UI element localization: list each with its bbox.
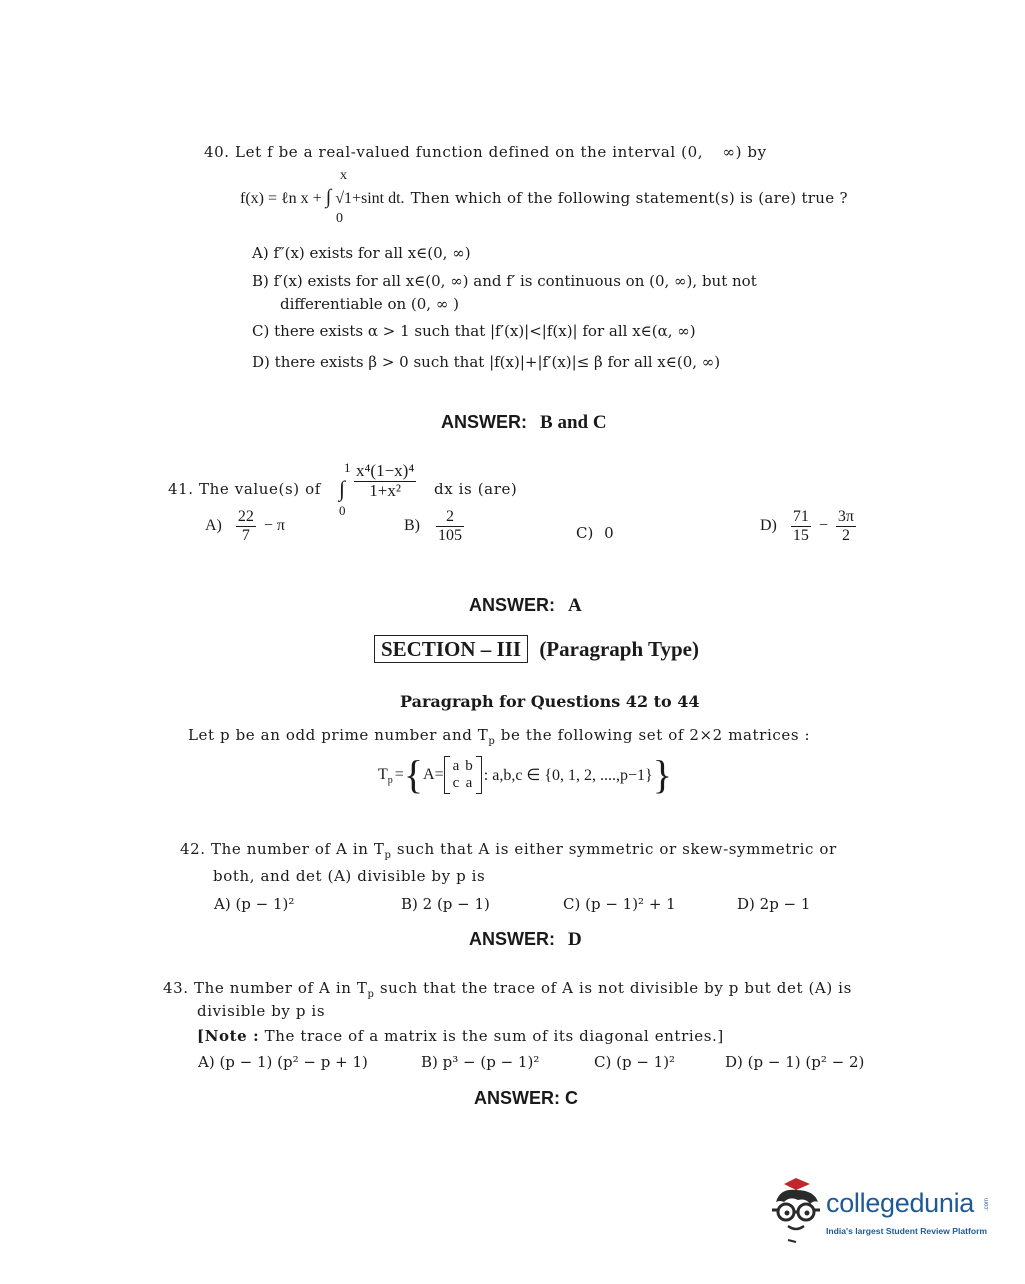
q40-option-d <box>252 353 720 371</box>
q40-answer-label: ANSWER: <box>441 412 527 432</box>
q41-option-a-tail: − π <box>263 517 285 535</box>
q41-option-d-den1: 15 <box>792 526 809 544</box>
q40-integrand: √1+sint dt. <box>335 190 405 207</box>
q41-option-a-label: A) <box>205 517 222 535</box>
q41-option-b-den: 105 <box>438 526 462 544</box>
q41-tail: dx is (are) <box>434 480 518 498</box>
q41-integrand <box>354 462 416 500</box>
q40-option-b <box>252 272 757 290</box>
q42-number: 42. <box>180 840 206 858</box>
q43-number: 43. <box>163 979 189 997</box>
q40-number: 40. <box>204 143 230 161</box>
q41-option-a-den: 7 <box>241 526 250 544</box>
q40-option-d-text: there exists β > 0 such that |f(x)|+|f′(x)|≤ β for all x∈(0, ∞) <box>274 353 721 371</box>
q41-answer <box>469 595 582 617</box>
logo-wordmark <box>826 1188 974 1219</box>
q40-stem1: Let f be a real-valued function defined on the interval (0, <box>235 143 704 161</box>
q43-line2: divisible by p is <box>197 1002 326 1020</box>
q43-line1-sub: p <box>367 989 375 1000</box>
paragraph-heading: Paragraph for Questions 42 to 44 <box>400 692 700 711</box>
collegedunia-logo <box>766 1178 996 1248</box>
q43-line1 <box>163 979 852 1000</box>
q41-option-d <box>760 508 856 544</box>
logo-name: collegedunia <box>826 1188 975 1218</box>
q43-line1a: The number of A in T <box>194 979 368 997</box>
paragraph-intro-end: be the following set of 2×2 matrices : <box>495 726 811 744</box>
q40-option-a-text: f″(x) exists for all x∈(0, ∞) <box>273 244 471 262</box>
q41-stem-text: The value(s) of <box>199 480 321 498</box>
q42-option-d: D) 2p − 1 <box>737 895 811 913</box>
section-title: (Paragraph Type) <box>539 637 699 661</box>
q42-option-b: B) 2 (p − 1) <box>401 895 490 913</box>
q42-option-a: A) (p − 1)² <box>214 895 295 913</box>
q41-answer-value: A <box>568 595 582 616</box>
q41-number: 41. <box>168 480 194 498</box>
q43-note <box>197 1027 724 1045</box>
q40-option-c-text: there exists α > 1 such that |f′(x)|<|f(x)| for all x∈(α, ∞) <box>274 322 696 340</box>
q41-option-b <box>404 508 464 544</box>
q40-option-a <box>252 244 471 262</box>
q41-option-c-label: C) <box>576 524 594 542</box>
set-T-sub: p <box>387 774 393 786</box>
q40-answer-value: B and C <box>540 412 607 433</box>
q41-stem <box>168 480 321 498</box>
matrix-a21: c <box>452 775 460 791</box>
q40-option-b-label: B) <box>252 272 269 290</box>
q40-option-c-label: C) <box>252 322 270 340</box>
q41-answer-label: ANSWER: <box>469 595 555 615</box>
q42-answer <box>469 929 582 951</box>
q40-lower-limit: 0 <box>336 211 343 226</box>
section-box: SECTION – III <box>374 635 528 663</box>
q41-option-a-num: 22 <box>237 508 254 525</box>
q40-infinity: ∞ <box>722 143 736 161</box>
q40-upper-limit: x <box>340 168 347 183</box>
q41-option-c <box>576 524 614 542</box>
section-heading <box>374 637 699 662</box>
q40-stem2: Then which of the following statement(s) is (are) true ? <box>410 189 848 207</box>
q43-note-rest: The trace of a matrix is the sum of its diagonal entries.] <box>259 1027 724 1045</box>
set-A-eq: A= <box>423 766 444 783</box>
q43-option-c: C) (p − 1)² <box>594 1053 676 1071</box>
q42-line1 <box>180 840 837 861</box>
q40-option-b-cont: differentiable on (0, ∞ ) <box>280 295 459 313</box>
integral-sign-icon: ∫ <box>325 186 332 208</box>
q40-option-b-text: f′(x) exists for all x∈(0, ∞) and f′ is continuous on (0, ∞), but not <box>273 272 757 290</box>
q43-note-bold: [Note : <box>197 1027 260 1045</box>
q42-answer-label: ANSWER: <box>469 929 555 949</box>
logo-suffix: .com <box>984 1198 990 1212</box>
paragraph-intro <box>188 726 810 747</box>
q40-option-a-label: A) <box>252 244 269 262</box>
q40-formula <box>240 186 848 209</box>
q41-option-d-num1: 71 <box>792 508 809 525</box>
q40-stem1-end: ) by <box>735 143 767 161</box>
q41-upper-limit: 1 <box>344 460 351 475</box>
q41-option-c-text: 0 <box>604 524 614 542</box>
matrix <box>444 756 482 794</box>
right-brace-icon: } <box>652 752 672 797</box>
paragraph-intro-text: Let p be an odd prime number and T <box>188 726 489 744</box>
paragraph-intro-sub: p <box>488 736 496 747</box>
q41-denominator: 1+x² <box>369 480 401 500</box>
q43-answer: ANSWER: C <box>474 1088 578 1108</box>
q43-option-d: D) (p − 1) (p² − 2) <box>725 1053 865 1071</box>
q41-option-d-num2: 3π <box>837 508 854 525</box>
set-T: T <box>378 766 388 783</box>
matrix-a11: a <box>452 758 460 774</box>
q40-answer <box>441 412 607 434</box>
q41-option-d-label: D) <box>760 517 777 535</box>
q43-line1b: such that the trace of A is not divisible by p but det (A) is <box>374 979 852 997</box>
left-brace-icon: { <box>403 752 424 797</box>
q43-option-a: A) (p − 1) (p² − p + 1) <box>198 1053 368 1071</box>
q42-line1-sub: p <box>384 850 392 861</box>
set-definition <box>378 752 672 797</box>
q41-option-b-label: B) <box>404 517 420 535</box>
q40-option-d-label: D) <box>252 353 270 371</box>
q41-lower-limit: 0 <box>339 503 346 518</box>
set-eq: = <box>394 766 404 783</box>
q41-option-b-num: 2 <box>436 508 464 527</box>
q42-answer-value: D <box>568 929 582 950</box>
q42-line1b: such that A is either symmetric or skew-symmetric or <box>391 840 837 858</box>
q42-option-c: C) (p − 1)² + 1 <box>563 895 676 913</box>
matrix-a22: a <box>465 775 473 791</box>
q41-integral-icon: ∫ <box>339 476 346 501</box>
q40-line1 <box>204 143 767 161</box>
set-condition: : a,b,c ∈ {0, 1, 2, ....,p−1} <box>483 767 653 784</box>
q41-option-d-den2: 2 <box>841 526 850 544</box>
q41-numerator: x⁴(1−x)⁴ <box>356 461 415 480</box>
q42-line1a: The number of A in T <box>211 840 385 858</box>
q42-line2: both, and det (A) divisible by p is <box>213 867 486 885</box>
q40-option-c <box>252 322 696 340</box>
q41-option-d-minus: − <box>818 517 828 535</box>
q41-option-a <box>205 508 285 544</box>
mascot-icon <box>766 1178 826 1244</box>
matrix-a12: b <box>465 758 473 774</box>
q43-option-b: B) p³ − (p − 1)² <box>421 1053 540 1071</box>
logo-tagline: India's largest Student Review Platform <box>826 1226 988 1236</box>
q40-fx: f(x) = ℓn x + <box>240 190 322 207</box>
